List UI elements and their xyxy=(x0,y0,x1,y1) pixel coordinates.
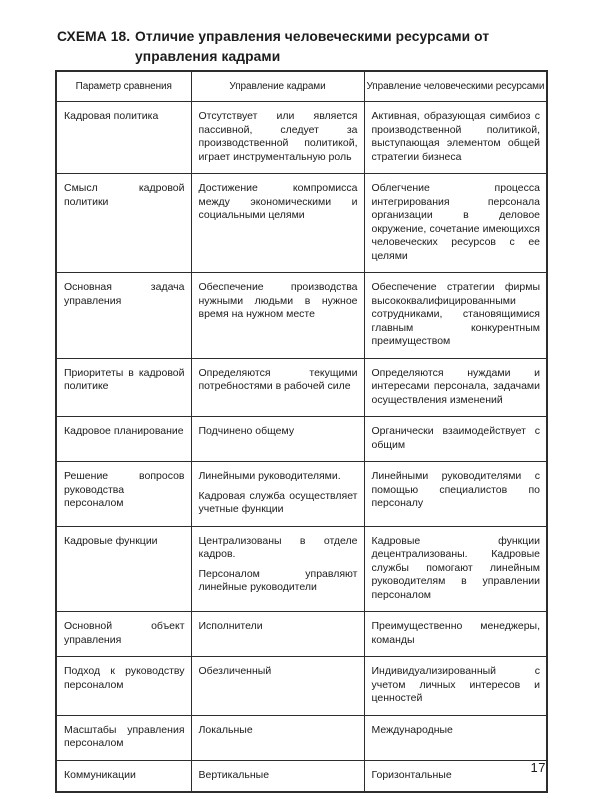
cell-hr-management: Кадровые функции децентрализованы. Кадровые службы помогают линейным руководителям в управлении персоналом xyxy=(364,526,547,612)
schema-number-label: СХЕМА 18. xyxy=(57,29,131,44)
cell-hr-management: Обеспечение стратегии фирмы высококвалифицированными сотрудниками, становящимися главным конкурентным преимуществом xyxy=(364,273,547,359)
cell-personnel-management: Централизованы в отделе кадров. Персоналом управляют линейные руководители xyxy=(191,526,364,612)
cell-personnel-management: Вертикальные xyxy=(191,760,364,792)
cell-parameter: Основной объект управления xyxy=(56,612,191,657)
cell-parameter: Основная задача управления xyxy=(56,273,191,359)
table-row xyxy=(56,760,547,792)
table-row xyxy=(56,612,547,657)
cell-personnel-management: Подчинено общему xyxy=(191,417,364,462)
cell-hr-management: Облегчение процесса интегрирования персонала организации в деловое окружение, сочетание имеющихся человеческих ресурсов с ее целями xyxy=(364,174,547,273)
column-header-hr-management: Управление человеческими ресурсами xyxy=(364,71,547,102)
cell-parameter: Смысл кадровой политики xyxy=(56,174,191,273)
schema-title-text: Отличие управления человеческими ресурсами от управления кадрами xyxy=(135,29,490,64)
cell-personnel-management: Обезличенный xyxy=(191,657,364,716)
table-header-row xyxy=(56,71,547,102)
cell-parameter: Масштабы управления персоналом xyxy=(56,715,191,760)
cell-personnel-management: Определяются текущими потребностями в рабочей силе xyxy=(191,358,364,417)
cell-hr-management: Определяются нуждами и интересами персонала, задачами осуществления изменений xyxy=(364,358,547,417)
cell-parameter: Кадровое планирование xyxy=(56,417,191,462)
cell-parameter: Кадровая политика xyxy=(56,102,191,174)
cell-hr-management: Горизонтальные xyxy=(364,760,547,792)
cell-parameter: Решение вопросов руководства персоналом xyxy=(56,462,191,527)
comparison-table xyxy=(55,70,548,793)
page-number: 17 xyxy=(530,760,546,775)
cell-parameter: Кадровые функции xyxy=(56,526,191,612)
table-row xyxy=(56,715,547,760)
cell-hr-management: Международные xyxy=(364,715,547,760)
cell-personnel-management: Отсутствует или является пассивной, следует за производственной политикой, играет инструментальную роль xyxy=(191,102,364,174)
cell-hr-management: Преимущественно менеджеры, команды xyxy=(364,612,547,657)
table-row xyxy=(56,417,547,462)
cell-parameter: Подход к руководству персоналом xyxy=(56,657,191,716)
table-body xyxy=(56,102,547,793)
cell-hr-management: Линейными руководителями с помощью специалистов по персоналу xyxy=(364,462,547,527)
cell-parameter: Приоритеты в кадровой политике xyxy=(56,358,191,417)
table-row xyxy=(56,462,547,527)
cell-personnel-management: Исполнители xyxy=(191,612,364,657)
cell-hr-management: Органически взаимодействует с общим xyxy=(364,417,547,462)
table-row xyxy=(56,358,547,417)
cell-personnel-management: Линейными руководителями. Кадровая служба осуществляет учетные функции xyxy=(191,462,364,527)
cell-hr-management: Активная, образующая симбиоз с производственной политикой, выступающая элементом общей стратегии бизнеса xyxy=(364,102,547,174)
table-row xyxy=(56,102,547,174)
table-row xyxy=(56,526,547,612)
column-header-personnel-management: Управление кадрами xyxy=(191,71,364,102)
table-row xyxy=(56,273,547,359)
page-title xyxy=(57,27,559,67)
table-row xyxy=(56,657,547,716)
cell-parameter: Коммуникации xyxy=(56,760,191,792)
cell-hr-management: Индивидуализированный с учетом личных интересов и ценностей xyxy=(364,657,547,716)
column-header-parameter: Параметр сравнения xyxy=(56,71,191,102)
cell-personnel-management: Достижение компромисса между экономическими и социальными целями xyxy=(191,174,364,273)
table-row xyxy=(56,174,547,273)
cell-personnel-management: Локальные xyxy=(191,715,364,760)
cell-personnel-management: Обеспечение производства нужными людьми в нужное время на нужном месте xyxy=(191,273,364,359)
